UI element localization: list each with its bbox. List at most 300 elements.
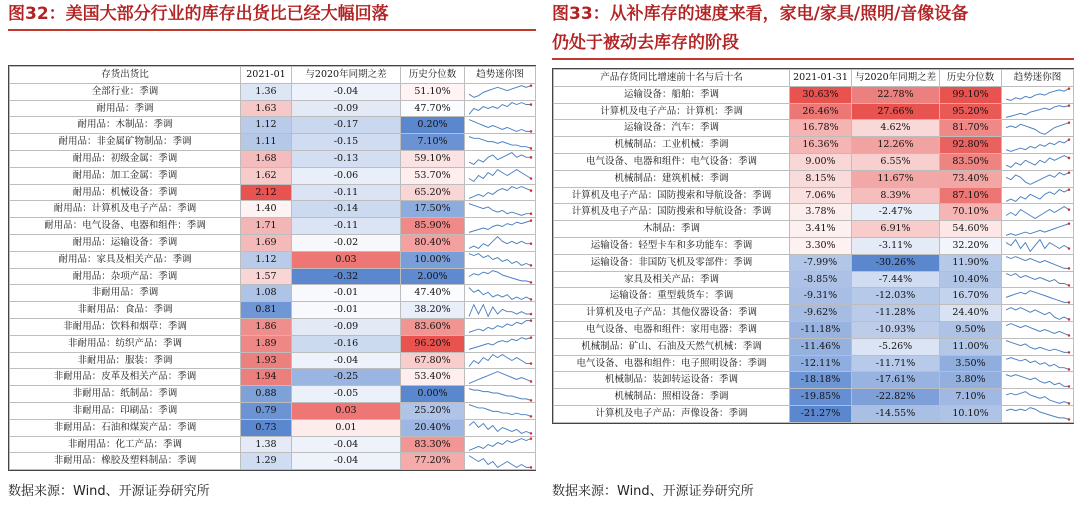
sparkline-end-marker	[530, 320, 532, 323]
value-cell: 8.15%	[790, 170, 852, 187]
table-row	[554, 86, 1074, 103]
trend-sparkline	[467, 370, 533, 385]
percentile-cell: 7.10%	[401, 134, 465, 151]
table-row	[554, 237, 1074, 254]
sparkline-end-marker	[1068, 418, 1070, 421]
trend-sparkline	[467, 84, 533, 99]
table-body	[554, 86, 1074, 422]
sparkline-end-marker	[1068, 248, 1070, 251]
percentile-cell: 20.40%	[401, 419, 465, 436]
sparkline-cell	[465, 218, 536, 235]
percentile-cell: 25.20%	[401, 402, 465, 419]
percentile-cell: 0.20%	[401, 117, 465, 134]
sparkline-cell	[1002, 103, 1074, 120]
sparkline-end-marker	[1068, 157, 1070, 160]
table-row	[554, 103, 1074, 120]
table-row	[10, 251, 536, 268]
table-body	[10, 83, 536, 469]
figure-32-frame	[8, 65, 536, 471]
percentile-cell: 92.80%	[940, 137, 1002, 154]
sparkline-end-marker	[530, 336, 532, 339]
figure-32-title: 图32：美国大部分行业的库存出货比已经大幅回落	[8, 4, 389, 24]
percentile-cell: 10.00%	[401, 251, 465, 268]
table-row	[10, 150, 536, 167]
row-name-cell: 运输设备：轻型卡车和多功能车：季调	[554, 237, 790, 254]
table-row	[554, 321, 1074, 338]
table-row	[10, 184, 536, 201]
sparkline-end-marker	[530, 103, 532, 106]
row-name-cell: 家具及相关产品：季调	[554, 271, 790, 288]
table-header-row	[10, 67, 536, 84]
sparkline-line	[469, 237, 531, 249]
sparkline-cell	[1002, 137, 1074, 154]
header-cell: 历史分位数	[401, 67, 465, 84]
row-name-cell: 非耐用品：化工产品：季调	[10, 436, 241, 453]
row-name-cell: 电气设备、电器和组件：电气设备：季调	[554, 153, 790, 170]
percentile-cell: 9.50%	[940, 321, 1002, 338]
sparkline-cell	[465, 419, 536, 436]
value-cell: -21.27%	[790, 405, 852, 422]
table-row	[10, 402, 536, 419]
sparkline-end-marker	[530, 85, 532, 88]
yoy-diff-cell: 22.78%	[852, 86, 940, 103]
percentile-cell: 3.50%	[940, 355, 1002, 372]
header-cell: 与2020年同期之差	[292, 67, 401, 84]
trend-sparkline	[467, 420, 533, 435]
table-row	[554, 153, 1074, 170]
sparkline-end-marker	[530, 130, 532, 133]
table-row	[10, 302, 536, 319]
percentile-cell: 80.40%	[401, 234, 465, 251]
table-row	[554, 305, 1074, 322]
sparkline-cell	[1002, 355, 1074, 372]
yoy-diff-cell: -0.04	[292, 436, 401, 453]
sparkline-cell	[465, 268, 536, 285]
value-cell: 1.89	[241, 335, 292, 352]
yoy-diff-cell: -0.11	[292, 218, 401, 235]
trend-sparkline	[467, 219, 533, 234]
sparkline-cell	[1002, 170, 1074, 187]
sparkline-line	[469, 254, 531, 266]
table-row	[10, 386, 536, 403]
row-name-cell: 非耐用品：石油和煤炭产品：季调	[10, 419, 241, 436]
yoy-diff-cell: -0.04	[292, 453, 401, 470]
sparkline-cell	[465, 302, 536, 319]
value-cell: -11.18%	[790, 321, 852, 338]
yoy-diff-cell: -0.04	[292, 352, 401, 369]
value-cell: 1.93	[241, 352, 292, 369]
sparkline-end-marker	[1068, 301, 1070, 304]
table-row	[554, 187, 1074, 204]
row-name-cell: 非耐用品：印刷品：季调	[10, 402, 241, 419]
sparkline-line	[1006, 122, 1069, 134]
yoy-diff-cell: -12.03%	[852, 288, 940, 305]
value-cell: -12.11%	[790, 355, 852, 372]
yoy-diff-cell: -17.61%	[852, 372, 940, 389]
percentile-cell: 24.40%	[940, 305, 1002, 322]
row-name-cell: 耐用品：季调	[10, 100, 241, 117]
trend-sparkline	[467, 135, 533, 150]
row-name-cell: 非耐用品：纸制品：季调	[10, 386, 241, 403]
sparkline-line	[469, 304, 531, 316]
sparkline-line	[1006, 139, 1069, 151]
percentile-cell: 11.90%	[940, 254, 1002, 271]
row-name-cell: 非耐用品：服装：季调	[10, 352, 241, 369]
sparkline-cell	[1002, 305, 1074, 322]
trend-sparkline	[1004, 255, 1071, 270]
sparkline-line	[469, 203, 531, 215]
row-name-cell: 电气设备、电器和组件：家用电器：季调	[554, 321, 790, 338]
sparkline-cell	[1002, 187, 1074, 204]
row-name-cell: 耐用品：计算机及电子产品：季调	[10, 201, 241, 218]
sparkline-cell	[465, 402, 536, 419]
table-row	[10, 268, 536, 285]
table-row	[10, 83, 536, 100]
yoy-diff-cell: -22.82%	[852, 389, 940, 406]
value-cell: -8.85%	[790, 271, 852, 288]
trend-sparkline	[467, 185, 533, 200]
sparkline-end-marker	[1068, 121, 1070, 124]
yoy-diff-cell: -5.26%	[852, 338, 940, 355]
sparkline-end-marker	[1068, 208, 1070, 211]
figure-32-panel	[8, 0, 536, 499]
sparkline-end-marker	[530, 264, 532, 267]
trend-sparkline	[467, 202, 533, 217]
inventory-shipment-table	[9, 66, 536, 470]
table-row	[554, 288, 1074, 305]
yoy-diff-cell: -0.01	[292, 285, 401, 302]
yoy-diff-cell: 27.66%	[852, 103, 940, 120]
value-cell: 1.71	[241, 218, 292, 235]
sparkline-line	[469, 422, 531, 434]
yoy-diff-cell: 0.03	[292, 251, 401, 268]
trend-sparkline	[467, 336, 533, 351]
sparkline-end-marker	[530, 219, 532, 222]
trend-sparkline	[467, 303, 533, 318]
sparkline-cell	[465, 386, 536, 403]
trend-sparkline	[1004, 171, 1071, 186]
value-cell: 1.62	[241, 167, 292, 184]
header-cell: 产品存货同比增速前十名与后十名	[554, 70, 790, 87]
sparkline-end-marker	[530, 156, 532, 159]
trend-sparkline	[1004, 322, 1071, 337]
sparkline-cell	[1002, 86, 1074, 103]
percentile-cell: 81.70%	[940, 120, 1002, 137]
yoy-diff-cell: -11.28%	[852, 305, 940, 322]
percentile-cell: 85.90%	[401, 218, 465, 235]
table-row	[554, 405, 1074, 422]
yoy-diff-cell: -2.47%	[852, 204, 940, 221]
sparkline-cell	[465, 134, 536, 151]
trend-sparkline	[467, 437, 533, 452]
trend-sparkline	[1004, 272, 1071, 287]
row-name-cell: 机械制品：建筑机械：季调	[554, 170, 790, 187]
value-cell: -11.46%	[790, 338, 852, 355]
value-cell: 26.46%	[790, 103, 852, 120]
value-cell: 3.30%	[790, 237, 852, 254]
table-row	[10, 100, 536, 117]
header-cell: 2021-01	[241, 67, 292, 84]
figure-33-frame	[552, 68, 1074, 424]
sparkline-line	[1006, 240, 1069, 252]
table-row	[554, 271, 1074, 288]
sparkline-end-marker	[530, 432, 532, 435]
table-row	[10, 218, 536, 235]
sparkline-end-marker	[1068, 351, 1070, 354]
yoy-diff-cell: -0.11	[292, 184, 401, 201]
sparkline-line	[469, 136, 531, 148]
sparkline-line	[469, 170, 531, 182]
yoy-diff-cell: -0.15	[292, 134, 401, 151]
sparkline-line	[469, 187, 531, 199]
sparkline-line	[1006, 408, 1069, 420]
yoy-diff-cell: -0.05	[292, 386, 401, 403]
yoy-diff-cell: -0.14	[292, 201, 401, 218]
percentile-cell: 7.10%	[940, 389, 1002, 406]
trend-sparkline	[467, 168, 533, 183]
trend-sparkline	[467, 252, 533, 267]
value-cell: 1.11	[241, 134, 292, 151]
table-row	[554, 254, 1074, 271]
header-cell: 趋势迷你图	[1002, 70, 1074, 87]
trend-sparkline	[467, 454, 533, 469]
sparkline-cell	[1002, 120, 1074, 137]
figure-33-title: 图33：从补库存的速度来看，家电/家具/照明/音像设备	[552, 4, 969, 24]
sparkline-line	[1006, 307, 1069, 319]
trend-sparkline	[1004, 238, 1071, 253]
value-cell: -7.99%	[790, 254, 852, 271]
table-row	[554, 355, 1074, 372]
title-rule	[8, 29, 536, 31]
trend-sparkline	[467, 118, 533, 133]
trend-sparkline	[1004, 138, 1071, 153]
sparkline-cell	[1002, 204, 1074, 221]
trend-sparkline	[1004, 289, 1071, 304]
sparkline-cell	[465, 285, 536, 302]
sparkline-cell	[465, 184, 536, 201]
yoy-diff-cell: -0.09	[292, 318, 401, 335]
value-cell: 1.36	[241, 83, 292, 100]
trend-sparkline	[467, 269, 533, 284]
value-cell: 7.06%	[790, 187, 852, 204]
percentile-cell: 73.40%	[940, 170, 1002, 187]
sparkline-cell	[465, 453, 536, 470]
row-name-cell: 非耐用品：季调	[10, 285, 241, 302]
trend-sparkline	[1004, 87, 1071, 102]
row-name-cell: 机械制品：工业机械：季调	[554, 137, 790, 154]
sparkline-line	[1006, 341, 1069, 353]
header-cell: 存货出货比	[10, 67, 241, 84]
row-name-cell: 耐用品：杂项产品：季调	[10, 268, 241, 285]
row-name-cell: 计算机及电子产品：国防搜索和导航设备：季调	[554, 204, 790, 221]
sparkline-line	[469, 271, 531, 283]
sparkline-cell	[1002, 405, 1074, 422]
sparkline-line	[469, 103, 531, 115]
row-name-cell: 非耐用品：橡胶及塑料制品：季调	[10, 453, 241, 470]
table-row	[10, 419, 536, 436]
sparkline-cell	[465, 352, 536, 369]
value-cell: 1.08	[241, 285, 292, 302]
percentile-cell: 67.80%	[401, 352, 465, 369]
value-cell: 3.41%	[790, 221, 852, 238]
yoy-diff-cell: -0.13	[292, 150, 401, 167]
percentile-cell: 47.40%	[401, 285, 465, 302]
sparkline-cell	[1002, 237, 1074, 254]
table-row	[10, 453, 536, 470]
sparkline-line	[1006, 190, 1069, 202]
sparkline-line	[1006, 374, 1069, 386]
header-cell: 趋势迷你图	[465, 67, 536, 84]
value-cell: 0.88	[241, 386, 292, 403]
value-cell: -18.18%	[790, 372, 852, 389]
table-row	[10, 117, 536, 134]
sparkline-cell	[1002, 221, 1074, 238]
sparkline-end-marker	[1068, 88, 1070, 91]
sparkline-end-marker	[530, 298, 532, 301]
trend-sparkline	[467, 101, 533, 116]
sparkline-end-marker	[1068, 188, 1070, 191]
trend-sparkline	[467, 151, 533, 166]
sparkline-end-marker	[1068, 222, 1070, 225]
trend-sparkline	[467, 319, 533, 334]
row-name-cell: 耐用品：机械设备：季调	[10, 184, 241, 201]
percentile-cell: 2.00%	[401, 268, 465, 285]
sparkline-end-marker	[1068, 284, 1070, 287]
sparkline-cell	[1002, 153, 1074, 170]
value-cell: 16.78%	[790, 120, 852, 137]
row-name-cell: 电气设备、电器和组件：电子照明设备：季调	[554, 355, 790, 372]
sparkline-cell	[465, 318, 536, 335]
table-row	[554, 204, 1074, 221]
header-cell: 与2020年同期之差	[852, 70, 940, 87]
sparkline-line	[469, 153, 531, 165]
trend-sparkline	[467, 235, 533, 250]
percentile-cell: 32.20%	[940, 237, 1002, 254]
sparkline-end-marker	[1068, 267, 1070, 270]
table-row	[554, 120, 1074, 137]
trend-sparkline	[1004, 356, 1071, 371]
yoy-diff-cell: 8.39%	[852, 187, 940, 204]
percentile-cell: 47.70%	[401, 100, 465, 117]
row-name-cell: 非耐用品：食品：季调	[10, 302, 241, 319]
yoy-diff-cell: -14.55%	[852, 405, 940, 422]
value-cell: 1.29	[241, 453, 292, 470]
yoy-diff-cell: -7.44%	[852, 271, 940, 288]
trend-sparkline	[1004, 222, 1071, 237]
value-cell: 3.78%	[790, 204, 852, 221]
trend-sparkline	[1004, 373, 1071, 388]
yoy-diff-cell: -3.11%	[852, 237, 940, 254]
row-name-cell: 非耐用品：皮革及相关产品：季调	[10, 369, 241, 386]
value-cell: 30.63%	[790, 86, 852, 103]
yoy-diff-cell: -0.32	[292, 268, 401, 285]
sparkline-cell	[1002, 389, 1074, 406]
percentile-cell: 99.10%	[940, 86, 1002, 103]
row-name-cell: 计算机及电子产品：声像设备：季调	[554, 405, 790, 422]
table-row	[10, 234, 536, 251]
row-name-cell: 非耐用品：饮料和烟草：季调	[10, 318, 241, 335]
table-row	[10, 335, 536, 352]
sparkline-end-marker	[1068, 334, 1070, 337]
row-name-cell: 机械制品：矿山、石油及天然气机械：季调	[554, 338, 790, 355]
source-note: 数据来源：Wind、开源证券研究所	[552, 484, 754, 499]
percentile-cell: 77.20%	[401, 453, 465, 470]
value-cell: 1.38	[241, 436, 292, 453]
sparkline-line	[469, 119, 531, 131]
yoy-diff-cell: -0.25	[292, 369, 401, 386]
table-header-row	[554, 70, 1074, 87]
value-cell: -9.62%	[790, 305, 852, 322]
table-row	[10, 352, 536, 369]
yoy-diff-cell: -0.01	[292, 302, 401, 319]
source-note: 数据来源：Wind、开源证券研究所	[8, 484, 210, 499]
sparkline-line	[469, 338, 531, 350]
value-cell: -19.85%	[790, 389, 852, 406]
yoy-diff-cell: -0.02	[292, 234, 401, 251]
row-name-cell: 计算机及电子产品：国防搜索和导航设备：季调	[554, 187, 790, 204]
yoy-diff-cell: -0.06	[292, 167, 401, 184]
value-cell: 1.57	[241, 268, 292, 285]
inventory-growth-table	[553, 69, 1074, 423]
value-cell: 1.86	[241, 318, 292, 335]
sparkline-cell	[465, 251, 536, 268]
value-cell: 1.69	[241, 234, 292, 251]
percentile-cell: 95.20%	[940, 103, 1002, 120]
value-cell: 2.12	[241, 184, 292, 201]
value-cell: 1.68	[241, 150, 292, 167]
trend-sparkline	[467, 387, 533, 402]
value-cell: 0.73	[241, 419, 292, 436]
trend-sparkline	[467, 353, 533, 368]
sparkline-cell	[1002, 254, 1074, 271]
sparkline-cell	[1002, 372, 1074, 389]
percentile-cell: 16.70%	[940, 288, 1002, 305]
row-name-cell: 计算机及电子产品：其他仪器设备：季调	[554, 305, 790, 322]
sparkline-line	[469, 321, 531, 333]
sparkline-cell	[465, 335, 536, 352]
sparkline-end-marker	[530, 177, 532, 180]
trend-sparkline	[1004, 406, 1071, 421]
sparkline-line	[469, 220, 531, 232]
sparkline-line	[469, 439, 531, 451]
header-cell: 历史分位数	[940, 70, 1002, 87]
sparkline-cell	[1002, 321, 1074, 338]
yoy-diff-cell: -0.16	[292, 335, 401, 352]
yoy-diff-cell: 6.55%	[852, 153, 940, 170]
value-cell: 16.36%	[790, 137, 852, 154]
sparkline-end-marker	[530, 243, 532, 246]
sparkline-end-marker	[530, 212, 532, 215]
yoy-diff-cell: -11.71%	[852, 355, 940, 372]
percentile-cell: 53.40%	[401, 369, 465, 386]
sparkline-line	[1006, 156, 1069, 168]
row-name-cell: 运输设备：船舶：季调	[554, 86, 790, 103]
sparkline-line	[1006, 324, 1069, 336]
yoy-diff-cell: -10.93%	[852, 321, 940, 338]
sparkline-end-marker	[530, 380, 532, 383]
sparkline-line	[469, 388, 531, 400]
percentile-cell: 54.60%	[940, 221, 1002, 238]
sparkline-line	[469, 86, 531, 98]
percentile-cell: 51.10%	[401, 83, 465, 100]
row-name-cell: 耐用品：电气设备、电器和组件：季调	[10, 218, 241, 235]
sparkline-end-marker	[1068, 318, 1070, 321]
sparkline-line	[1006, 257, 1069, 269]
table-row	[554, 221, 1074, 238]
trend-sparkline	[1004, 121, 1071, 136]
trend-sparkline	[1004, 306, 1071, 321]
sparkline-cell	[465, 201, 536, 218]
